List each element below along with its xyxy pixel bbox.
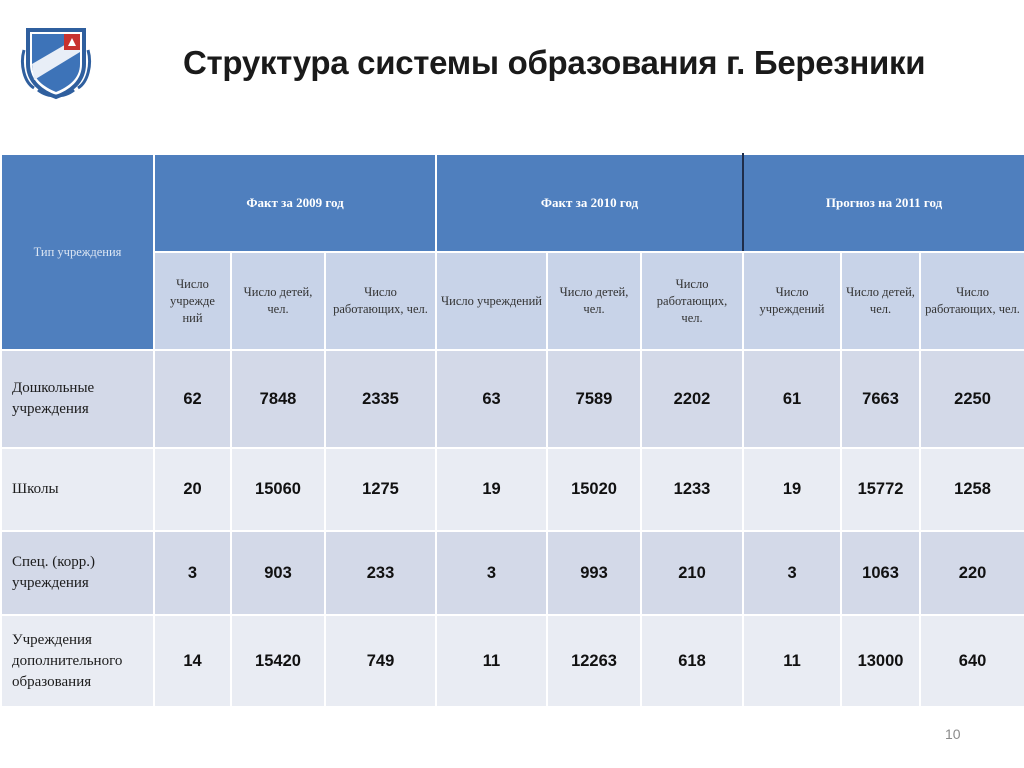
subheader-children-2010: Число детей, чел.	[547, 252, 641, 350]
group-header-2011: Прогноз на 2011 год	[743, 154, 1024, 252]
table-cell: 3	[436, 531, 547, 615]
table-cell: 749	[325, 615, 436, 707]
table-cell: 15772	[841, 448, 920, 531]
table-cell: 3	[154, 531, 231, 615]
subheader-institutions-2010: Число учреждений	[436, 252, 547, 350]
row-label: Спец. (корр.) учреждения	[1, 531, 154, 615]
row-label: Учреждения дополнительного образования	[1, 615, 154, 707]
table-cell: 7589	[547, 350, 641, 448]
table-cell: 11	[743, 615, 841, 707]
table-cell: 20	[154, 448, 231, 531]
table-row-preschool	[1, 350, 1024, 448]
row-label: Дошкольные учреждения	[1, 350, 154, 448]
table-cell: 618	[641, 615, 743, 707]
education-structure-table	[0, 153, 1024, 708]
subheader-staff-2009: Число работающих, чел.	[325, 252, 436, 350]
table-cell: 19	[743, 448, 841, 531]
table-cell: 2335	[325, 350, 436, 448]
subheader-institutions-2011: Число учреждений	[743, 252, 841, 350]
table-cell: 3	[743, 531, 841, 615]
subheader-row	[1, 252, 1024, 350]
table-cell: 15020	[547, 448, 641, 531]
row-label: Школы	[1, 448, 154, 531]
table-cell: 220	[920, 531, 1024, 615]
table-cell: 7663	[841, 350, 920, 448]
table-cell: 7848	[231, 350, 325, 448]
page-number: 10	[945, 726, 961, 742]
subheader-staff-2011: Число работающих, чел.	[920, 252, 1024, 350]
slide-title: Структура системы образования г. Березники	[183, 44, 926, 81]
table-cell: 13000	[841, 615, 920, 707]
table-cell: 2250	[920, 350, 1024, 448]
table-cell: 12263	[547, 615, 641, 707]
table-cell: 640	[920, 615, 1024, 707]
table-row-special	[1, 531, 1024, 615]
table-cell: 15060	[231, 448, 325, 531]
table-row-schools	[1, 448, 1024, 531]
table-cell: 993	[547, 531, 641, 615]
subheader-children-2011: Число детей, чел.	[841, 252, 920, 350]
group-header-2010: Факт за 2010 год	[436, 154, 743, 252]
table-row-additional	[1, 615, 1024, 707]
table-cell: 1233	[641, 448, 743, 531]
subheader-institutions-2009: Число учрежде ний	[154, 252, 231, 350]
table-cell: 233	[325, 531, 436, 615]
table-cell: 1275	[325, 448, 436, 531]
table-cell: 210	[641, 531, 743, 615]
table-cell: 14	[154, 615, 231, 707]
table-cell: 19	[436, 448, 547, 531]
table-cell: 63	[436, 350, 547, 448]
table-cell: 2202	[641, 350, 743, 448]
subheader-children-2009: Число детей, чел.	[231, 252, 325, 350]
coat-of-arms-icon	[20, 24, 92, 100]
table-cell: 1258	[920, 448, 1024, 531]
group-header-2009: Факт за 2009 год	[154, 154, 436, 252]
table-cell: 1063	[841, 531, 920, 615]
table-cell: 11	[436, 615, 547, 707]
table-cell: 903	[231, 531, 325, 615]
table-cell: 15420	[231, 615, 325, 707]
group-header-row	[1, 154, 1024, 252]
subheader-staff-2010: Число работающих, чел.	[641, 252, 743, 350]
table-cell: 61	[743, 350, 841, 448]
table-cell: 62	[154, 350, 231, 448]
type-header: Тип учреждения	[1, 154, 154, 350]
